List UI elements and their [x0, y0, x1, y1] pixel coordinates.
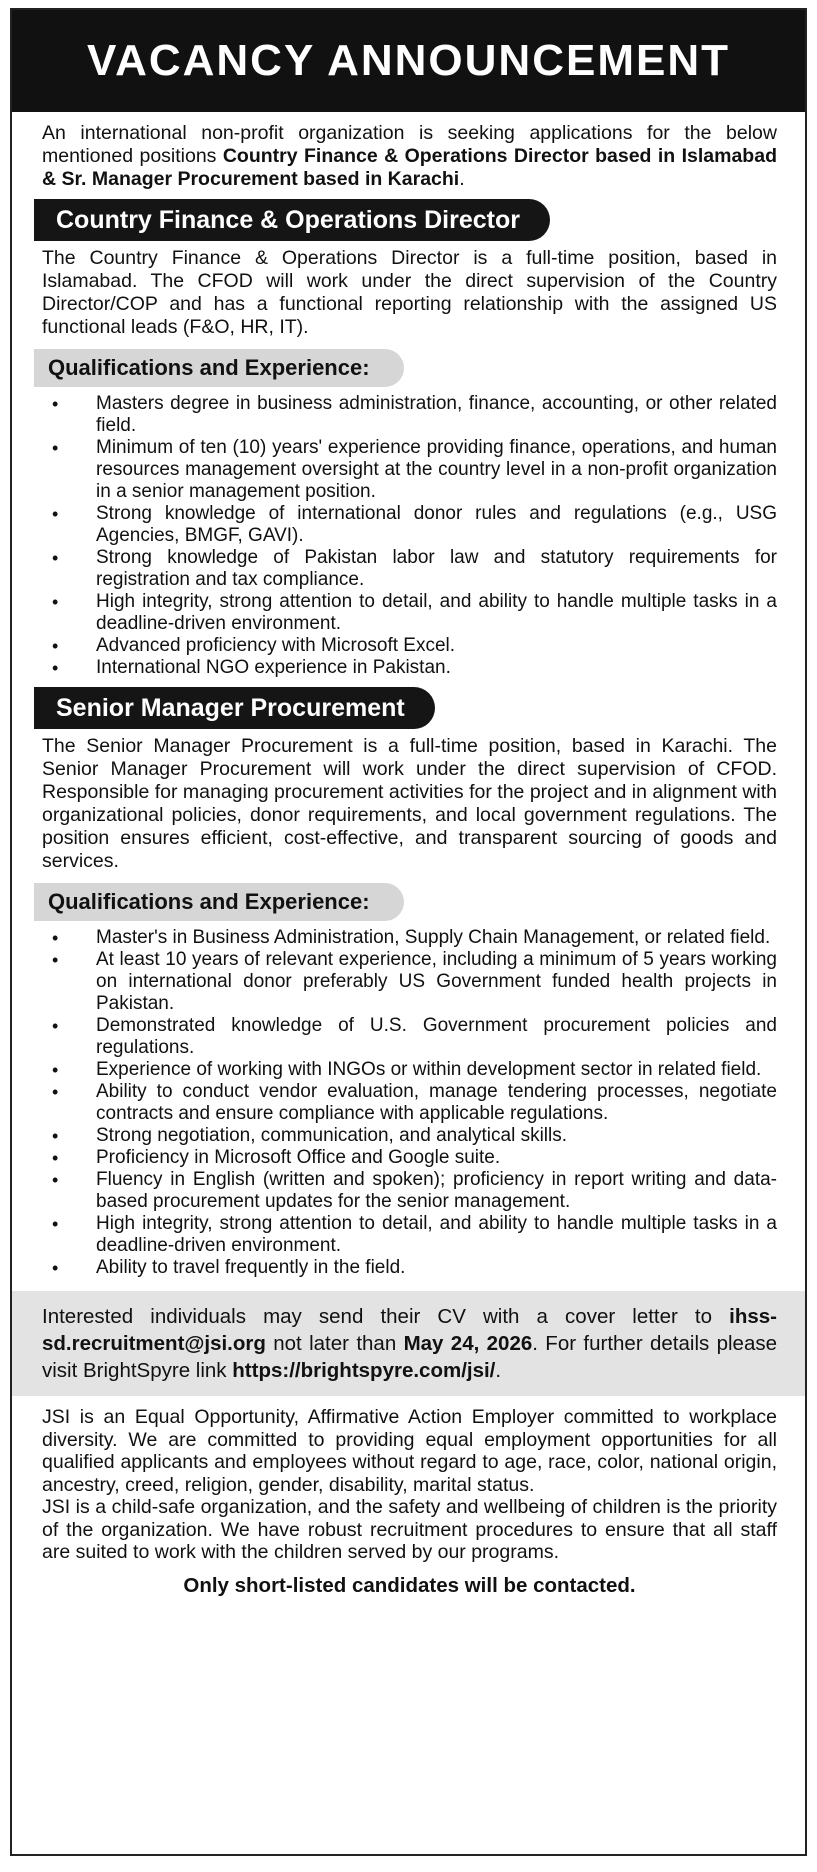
- eeo-paragraph-1: JSI is an Equal Opportunity, Affirmative Action Employer committed to workplace diversity. We are committed to providing equal employment opportunities for all qualified applicants and employees without regard to age, race, color, national origin, ancestry, creed, religion, gender, disability, marital status.: [42, 1406, 777, 1496]
- bullet-icon: •: [52, 394, 59, 414]
- list-item: [42, 1081, 777, 1125]
- eeo-paragraph-2: JSI is a child-safe organization, and the safety and wellbeing of children is the priority of the organization. We have robust recruitment procedures to ensure that all staff are suited to work with the children served by our programs.: [42, 1496, 777, 1563]
- bullet-icon: •: [52, 1060, 59, 1080]
- intro-paragraph: [42, 122, 777, 191]
- vacancy-announcement: [10, 8, 807, 1856]
- smp-description: The Senior Manager Procurement is a full-time position, based in Karachi. The Senior Manager Procurement will work under the direct supervision of CFOD. Responsible for managing procurement activities for the project and in alignment with organizational policies, donor requirements, and local government regulations. The position ensures efficient, cost-effective, and transparent sourcing of goods and services.: [42, 735, 777, 872]
- page-title: VACANCY ANNOUNCEMENT: [12, 10, 805, 112]
- list-item-text: Strong knowledge of Pakistan labor law and statutory requirements for registration and tax compliance.: [96, 547, 777, 590]
- smp-qualifications-list: [42, 927, 777, 1279]
- list-item: [42, 547, 777, 591]
- list-item-text: Strong negotiation, communication, and analytical skills.: [96, 1125, 568, 1146]
- list-item: [42, 927, 777, 949]
- intro-end: .: [459, 168, 465, 190]
- bullet-icon: •: [52, 504, 59, 524]
- cfod-qualifications-title: Qualifications and Experience:: [34, 349, 404, 387]
- intro-positions: Country Finance & Operations Director based in Islamabad & Sr. Manager Procurement based in Karachi: [42, 145, 777, 190]
- application-instructions: [12, 1291, 805, 1396]
- bullet-icon: •: [52, 636, 59, 656]
- list-item: [42, 393, 777, 437]
- closing-note: Only short-listed candidates will be contacted.: [183, 1573, 636, 1597]
- bullet-icon: •: [52, 1016, 59, 1036]
- list-item-text: Ability to conduct vendor evaluation, manage tendering processes, negotiate contracts and ensure compliance with applicable regulations.: [96, 1081, 777, 1124]
- list-item: [42, 635, 777, 657]
- bullet-icon: •: [52, 1082, 59, 1102]
- list-item-text: Fluency in English (written and spoken); proficiency in report writing and data-based procurement updates for the senior management.: [96, 1169, 777, 1212]
- eeo-statement: [42, 1406, 777, 1564]
- list-item-text: At least 10 years of relevant experience, including a minimum of 5 years working on international donor preferably US Government funded health projects in Pakistan.: [96, 949, 777, 1014]
- bullet-icon: •: [52, 1170, 59, 1190]
- apply-email[interactable]: ihss-sd.recruitment@jsi.org: [42, 1305, 777, 1355]
- list-item: [42, 1147, 777, 1169]
- section-title-cfod: Country Finance & Operations Director: [34, 199, 550, 241]
- apply-link[interactable]: https://brightspyre.com/jsi/: [232, 1359, 496, 1382]
- bullet-icon: •: [52, 928, 59, 948]
- list-item-text: Advanced proficiency with Microsoft Excel.: [96, 635, 456, 656]
- list-item: [42, 1125, 777, 1147]
- list-item-text: International NGO experience in Pakistan.: [96, 657, 451, 678]
- list-item: [42, 949, 777, 1015]
- bullet-icon: •: [52, 1126, 59, 1146]
- list-item-text: High integrity, strong attention to detail, and ability to handle multiple tasks in a deadline-driven environment.: [96, 1213, 777, 1256]
- list-item: [42, 503, 777, 547]
- apply-text-2: not later than: [265, 1332, 404, 1355]
- bullet-icon: •: [52, 1258, 59, 1278]
- bullet-icon: •: [52, 438, 59, 458]
- list-item: [42, 1257, 777, 1279]
- section-title-smp: Senior Manager Procurement: [34, 687, 435, 729]
- bullet-icon: •: [52, 1214, 59, 1234]
- list-item-text: Minimum of ten (10) years' experience providing finance, operations, and human resources management oversight at the country level in a non-profit organization in a senior management position.: [96, 437, 777, 502]
- apply-deadline: May 24, 2026: [403, 1332, 533, 1355]
- list-item: [42, 591, 777, 635]
- list-item: [42, 1169, 777, 1213]
- bullet-icon: •: [52, 548, 59, 568]
- list-item-text: High integrity, strong attention to detail, and ability to handle multiple tasks in a deadline-driven environment.: [96, 591, 777, 634]
- apply-text-3: . For further details please visit BrightSpyre link: [42, 1332, 778, 1382]
- apply-text-4: .: [495, 1359, 502, 1382]
- intro-text: An international non-profit organization is seeking applications for the below mentioned positions: [42, 122, 777, 167]
- list-item: [42, 657, 777, 679]
- apply-text-1: Interested individuals may send their CV with a cover letter to: [42, 1305, 730, 1328]
- list-item: [42, 1015, 777, 1059]
- list-item-text: Demonstrated knowledge of U.S. Government procurement policies and regulations.: [96, 1015, 777, 1058]
- apply-paragraph: [42, 1303, 777, 1384]
- list-item-text: Master's in Business Administration, Supply Chain Management, or related field.: [96, 927, 771, 948]
- list-item-text: Ability to travel frequently in the field.: [96, 1257, 406, 1278]
- list-item: [42, 1213, 777, 1257]
- list-item: [42, 437, 777, 503]
- list-item: [42, 1059, 777, 1081]
- list-item-text: Experience of working with INGOs or within development sector in related field.: [96, 1059, 762, 1080]
- bullet-icon: •: [52, 592, 59, 612]
- bullet-icon: •: [52, 1148, 59, 1168]
- announcement-body: [12, 112, 805, 1598]
- bullet-icon: •: [52, 658, 59, 678]
- smp-qualifications-title: Qualifications and Experience:: [34, 883, 404, 921]
- list-item-text: Proficiency in Microsoft Office and Google suite.: [96, 1147, 501, 1168]
- list-item-text: Strong knowledge of international donor rules and regulations (e.g., USG Agencies, BMGF, GAVI).: [96, 503, 777, 546]
- bullet-icon: •: [52, 950, 59, 970]
- list-item-text: Masters degree in business administration, finance, accounting, or other related field.: [96, 393, 777, 436]
- cfod-description: The Country Finance & Operations Director is a full-time position, based in Islamabad. The CFOD will work under the direct supervision of the Country Director/COP and has a functional reporting relationship with the assigned US functional leads (F&O, HR, IT).: [42, 247, 777, 338]
- cfod-qualifications-list: [42, 393, 777, 679]
